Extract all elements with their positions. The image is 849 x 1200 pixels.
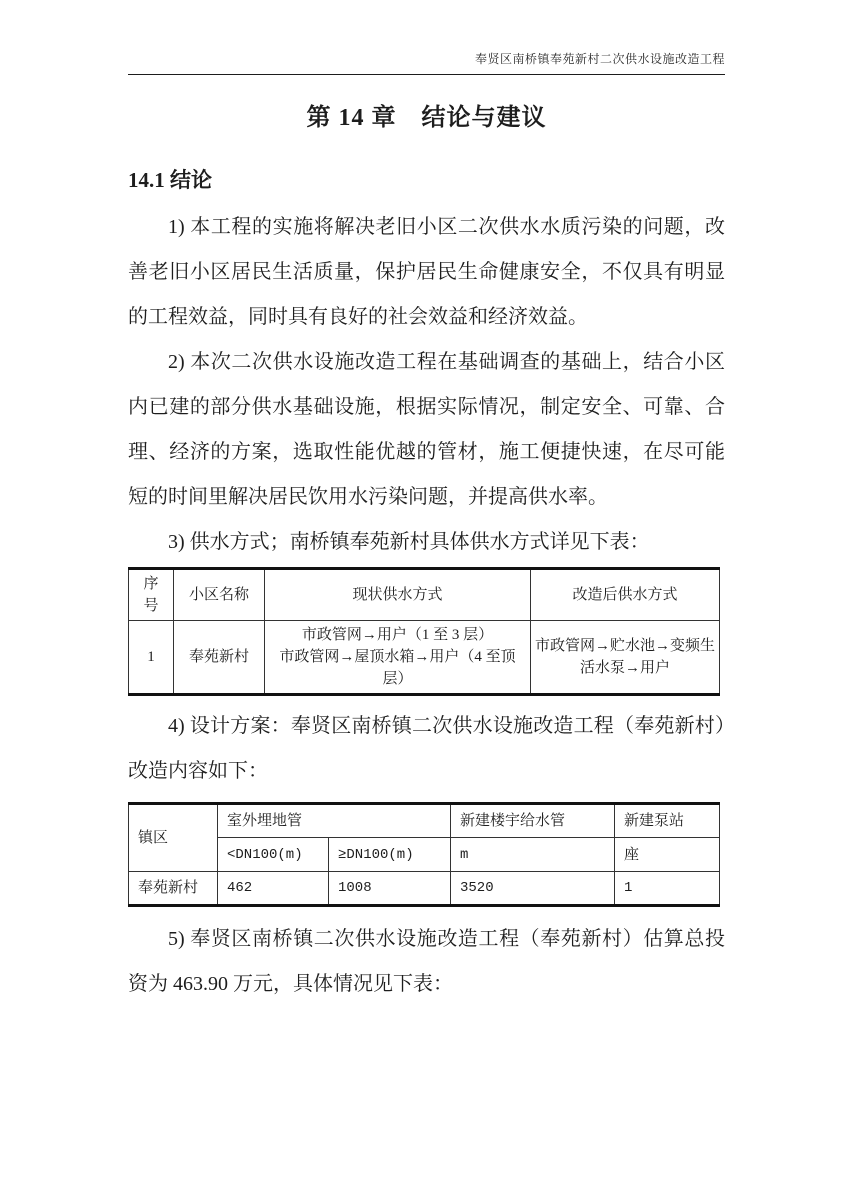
- page-header: [128, 0, 725, 75]
- cell-town: 奉苑新村: [129, 872, 218, 906]
- header-cell-lt-dn100: <DN100(m): [218, 838, 329, 872]
- cell-lt-dn100: 462: [218, 872, 329, 906]
- header-cell-current-mode: 现状供水方式: [265, 569, 531, 621]
- section-heading: 14.1 结论: [128, 168, 212, 192]
- table-row: [129, 621, 720, 695]
- cell-building-m: 3520: [451, 872, 615, 906]
- table-header-row-1: [129, 804, 720, 838]
- renovation-content-table: [128, 802, 720, 907]
- page-content: [128, 0, 725, 1007]
- header-cell-building-pipe: 新建楼宇给水管: [451, 804, 615, 838]
- header-cell-building-unit: m: [451, 838, 615, 872]
- header-cell-pump-station: 新建泵站: [615, 804, 720, 838]
- chapter-title: 第 14 章 结论与建议: [306, 105, 547, 131]
- header-cell-buried-pipe: 室外埋地管: [218, 804, 451, 838]
- header-cell-community: 小区名称: [174, 569, 265, 621]
- paragraph-conclusion-2: 2) 本次二次供水设施改造工程在基础调查的基础上，结合小区内已建的部分供水基础设施，根据实际情况，制定安全、可靠、合理、经济的方案，选取性能优越的管材，施工便捷快速，在尽可能短的时间里解决居民饮用水污染问题，并提高供水率。: [128, 351, 725, 508]
- water-supply-mode-table: [128, 567, 720, 696]
- table-header-row: [129, 569, 720, 621]
- cell-current-mode: [265, 621, 531, 695]
- current-mode-line1: 市政管网→用户（1 至 3 层）: [301, 627, 494, 643]
- paragraph-design-plan: 4) 设计方案：奉贤区南桥镇二次供水设施改造工程（奉苑新村）改造内容如下：: [128, 715, 725, 782]
- current-mode-line2: 市政管网→屋顶水箱→用户（4 至顶层）: [279, 649, 516, 687]
- paragraph-conclusion-1: 1) 本工程的实施将解决老旧小区二次供水水质污染的问题，改善老旧小区居民生活质量，保护居民生命健康安全，不仅具有明显的工程效益，同时具有良好的社会效益和经济效益。: [128, 216, 725, 328]
- cell-after-mode: 市政管网→贮水池→变频生活水泵→用户: [531, 621, 720, 695]
- header-cell-after-mode: 改造后供水方式: [531, 569, 720, 621]
- running-title: 奉贤区南桥镇奉苑新村二次供水设施改造工程: [474, 52, 725, 66]
- cell-ge-dn100: 1008: [329, 872, 451, 906]
- paragraph-investment: 5) 奉贤区南桥镇二次供水设施改造工程（奉苑新村）估算总投资为 463.90 万元，具体情况见下表：: [128, 928, 725, 995]
- header-cell-ge-dn100: ≥DN100(m): [329, 838, 451, 872]
- header-cell-pump-unit: 座: [615, 838, 720, 872]
- table-header-row-2: [129, 838, 720, 872]
- cell-pump-count: 1: [615, 872, 720, 906]
- header-cell-town: 镇区: [129, 804, 218, 872]
- cell-community: 奉苑新村: [174, 621, 265, 695]
- table-row: [129, 872, 720, 906]
- paragraph-supply-mode-intro: 3) 供水方式；南桥镇奉苑新村具体供水方式详见下表：: [168, 531, 650, 553]
- header-cell-seq: 序号: [129, 569, 174, 621]
- cell-seq: 1: [129, 621, 174, 695]
